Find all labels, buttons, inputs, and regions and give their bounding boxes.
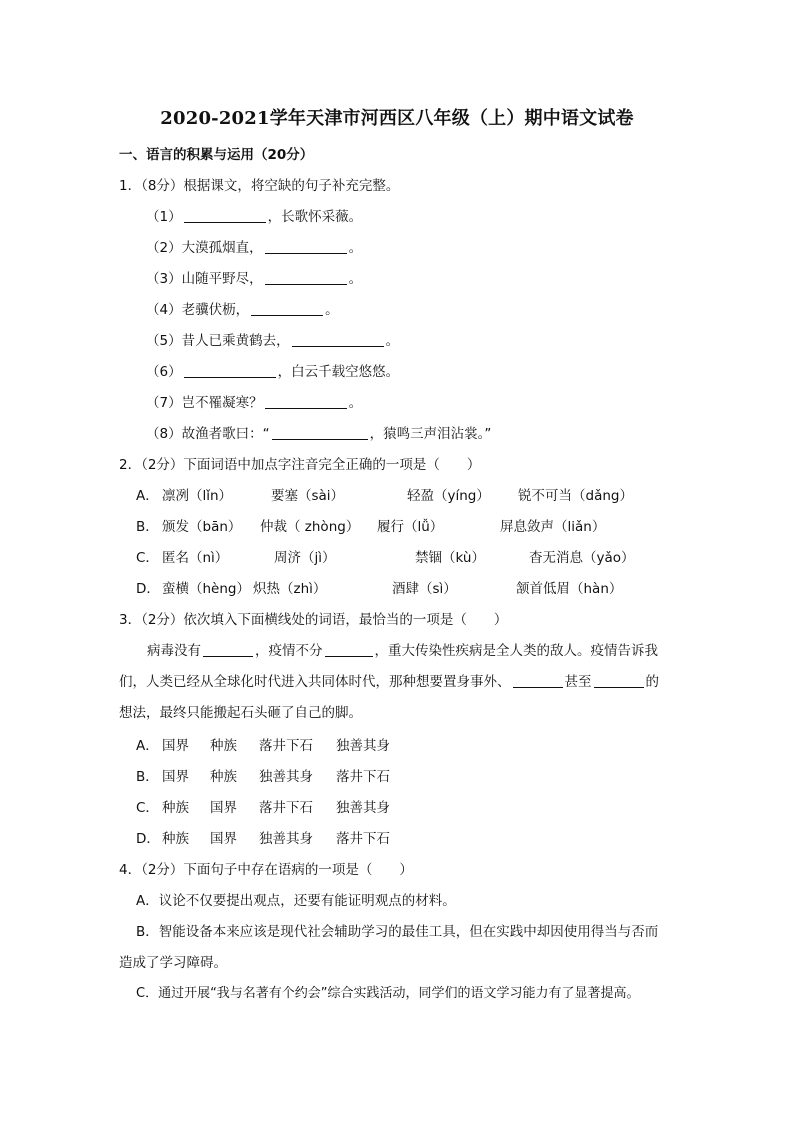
item-number: （6） — [146, 364, 182, 380]
option-word: 独善其身 — [259, 769, 313, 785]
option-word: 杳无消息（yǎo） — [529, 550, 635, 566]
item-text-after: 。 — [348, 240, 363, 256]
q3-passage — [119, 636, 675, 729]
q1-item-6 — [146, 362, 399, 382]
option-word: 独善其身 — [259, 831, 313, 847]
option-word: 要塞（sài） — [271, 488, 345, 504]
item-text-before: 大漠孤烟直， — [181, 240, 263, 256]
passage-text: 想法，最终只能搬起石头砸了自己的脚。 — [119, 705, 362, 721]
item-number: （7） — [146, 395, 182, 411]
answer-blank[interactable] — [265, 394, 347, 409]
item-text-after: ，白云千载空悠悠。 — [277, 364, 400, 380]
item-number: （5） — [146, 333, 182, 349]
item-text-after: ，猿鸣三声泪沾裳。” — [369, 426, 492, 442]
answer-blank[interactable] — [203, 642, 253, 657]
answer-blank[interactable] — [265, 239, 347, 254]
option-word: 国界 — [162, 738, 189, 754]
passage-text: 甚至 — [564, 674, 592, 690]
item-text-before: 昔人已乘黄鹤去， — [181, 333, 290, 349]
q1-item-8 — [146, 424, 491, 444]
question-4-stem: 4．（2分）下面句子中存在语病的一项是（ ） — [119, 862, 413, 878]
option-word: 锐不可当（dǎng） — [518, 488, 633, 504]
answer-blank[interactable] — [292, 332, 384, 347]
question-1-stem: 1．（8分）根据课文，将空缺的句子补充完整。 — [119, 178, 400, 194]
passage-text: 们，人类已经从全球化时代进入共同体时代，那种想要置身事外、 — [119, 674, 511, 690]
option-word: 匿名（nì） — [162, 550, 229, 566]
option-word: 颁发（bān） — [162, 519, 242, 535]
option-word: 落井下石 — [336, 769, 390, 785]
option-word: 落井下石 — [336, 831, 390, 847]
item-text-after: 。 — [348, 395, 363, 411]
option-letter: A． — [136, 738, 159, 754]
option-word: 禁锢（kù） — [415, 550, 485, 566]
exam-title: 2020-2021学年天津市河西区八年级（上）期中语文试卷 — [160, 108, 634, 129]
option-word: 蛮横（hèng） — [162, 581, 250, 597]
answer-blank[interactable] — [594, 673, 644, 688]
option-word: 种族 — [162, 831, 189, 847]
section-heading: 一、语言的积累与运用（20分） — [119, 147, 314, 163]
option-word: 颔首低眉（hàn） — [516, 581, 623, 597]
q4-option-b-continued: 造成了学习障碍。 — [119, 955, 227, 971]
item-number: （4） — [146, 302, 182, 318]
item-text-after: 。 — [385, 333, 400, 349]
answer-blank[interactable] — [265, 270, 347, 285]
option-letter: B． — [136, 519, 159, 535]
option-word: 周济（jì） — [274, 550, 336, 566]
option-word: 国界 — [210, 831, 237, 847]
option-word: 种族 — [210, 769, 237, 785]
option-word: 履行（lǚ） — [377, 519, 444, 535]
answer-blank[interactable] — [184, 363, 276, 378]
answer-blank[interactable] — [272, 425, 368, 440]
q4-option-a[interactable]: A．议论不仅要提出观点，还要有能证明观点的材料。 — [136, 893, 456, 909]
item-text-before: 岂不罹凝寒？ — [181, 395, 263, 411]
item-text-after: 。 — [348, 271, 363, 287]
answer-blank[interactable] — [325, 642, 373, 657]
answer-blank[interactable] — [251, 301, 323, 316]
passage-text: 病毒没有 — [147, 643, 201, 659]
passage-text: ，疫情不分 — [255, 643, 323, 659]
q1-item-7 — [146, 393, 362, 413]
option-word: 独善其身 — [336, 738, 390, 754]
answer-blank[interactable] — [513, 673, 563, 688]
option-word: 酒肆（sì） — [392, 581, 457, 597]
option-word: 种族 — [210, 738, 237, 754]
option-word: 轻盈（yíng） — [407, 488, 490, 504]
question-3-stem: 3．（2分）依次填入下面横线处的词语，最恰当的一项是（ ） — [119, 612, 508, 628]
option-letter: C． — [136, 800, 159, 816]
option-word: 炽热（zhì） — [253, 581, 327, 597]
question-2-stem: 2．（2分）下面词语中加点字注音完全正确的一项是（ ） — [119, 457, 481, 473]
item-number: （3） — [146, 271, 182, 287]
option-letter: A． — [136, 488, 159, 504]
q4-option-c[interactable]: C．通过开展“我与名著有个约会”综合实践活动，同学们的语文学习能力有了显著提高。 — [136, 986, 640, 1001]
option-word: 国界 — [162, 769, 189, 785]
option-letter: D． — [136, 581, 160, 597]
item-number: （8） — [146, 426, 182, 442]
q1-item-5 — [146, 331, 399, 351]
item-number: （1） — [146, 209, 182, 225]
q1-item-4 — [146, 300, 339, 320]
item-text-after: 。 — [325, 302, 339, 318]
answer-blank[interactable] — [184, 208, 266, 223]
option-word: 种族 — [162, 800, 189, 816]
option-word: 凛冽（lǐn） — [162, 488, 233, 504]
option-word: 国界 — [210, 800, 237, 816]
option-letter: C． — [136, 550, 159, 566]
option-word: 屏息敛声（liǎn） — [500, 519, 606, 535]
option-word: 落井下石 — [259, 800, 313, 816]
option-letter: D． — [136, 831, 160, 847]
option-word: 仲裁（ zhòng） — [260, 519, 360, 535]
q1-item-1 — [146, 207, 362, 227]
passage-text: 的 — [645, 674, 659, 690]
item-text-before: 老骥伏枥， — [181, 302, 250, 318]
option-letter: B． — [136, 769, 159, 785]
passage-text: ，重大传染性疾病是全人类的敌人。疫情告诉我 — [374, 643, 658, 659]
item-text-before: 山随平野尽， — [181, 271, 263, 287]
q1-item-2 — [146, 238, 362, 258]
option-word: 落井下石 — [259, 738, 313, 754]
option-word: 独善其身 — [336, 800, 390, 816]
item-text-before: 故渔者歌曰：“ — [181, 426, 270, 442]
item-text-after: ，长歌怀采薇。 — [267, 209, 363, 225]
q1-item-3 — [146, 269, 362, 289]
q4-option-b[interactable]: B．智能设备本来应该是现代社会辅助学习的最佳工具，但在实践中却因使用得当与否而 — [136, 924, 659, 940]
item-number: （2） — [146, 240, 182, 256]
